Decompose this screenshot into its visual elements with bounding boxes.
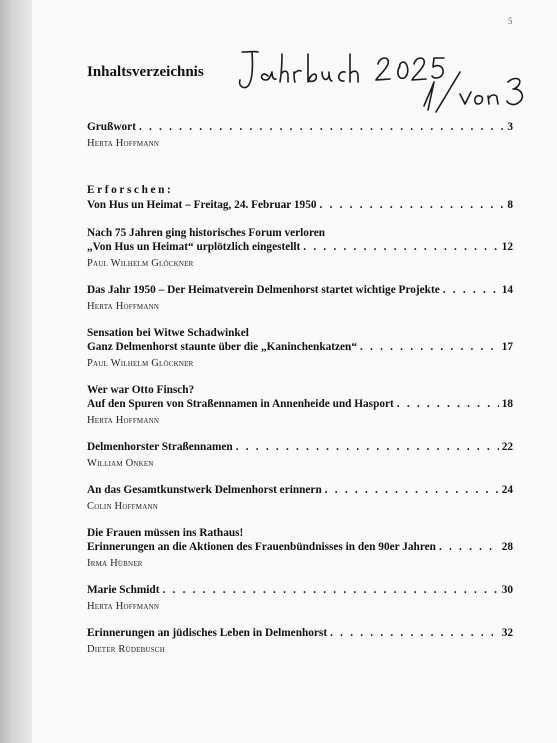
toc-entry-line1: Wer war Otto Finsch? [87, 384, 195, 396]
toc-entry-author: Irma Hübner [87, 558, 143, 569]
dot-leader [236, 440, 499, 454]
toc-entry-title: „Von Hus un Heimat“ urplötzlich eingestellt [87, 241, 301, 253]
toc-entry [87, 583, 513, 613]
toc-entry [87, 383, 513, 427]
toc-entry-page: 8 [507, 199, 513, 211]
toc-entry [87, 626, 513, 656]
toc-entry [87, 198, 513, 212]
dot-leader [443, 283, 499, 297]
toc-entry-title: An das Gesamtkunstwerk Delmenhorst erinnern [87, 484, 322, 496]
table-of-contents [87, 120, 513, 656]
toc-entry-page: 28 [501, 541, 513, 553]
toc-entry [87, 120, 513, 150]
toc-entry-title: Das Jahr 1950 – Der Heimatverein Delmenhorst startet wichtige Projekte [87, 284, 440, 296]
toc-entry-row [87, 240, 513, 254]
dot-leader [303, 240, 498, 254]
toc-entry-row [87, 340, 513, 354]
toc-entry-row [87, 583, 513, 597]
dot-leader [360, 340, 499, 354]
handwritten-note [228, 46, 528, 116]
toc-entry-page: 12 [501, 241, 513, 253]
dot-leader [162, 583, 498, 597]
toc-entry-page: 24 [501, 484, 513, 496]
dot-leader [325, 483, 499, 497]
toc-heading: Inhaltsverzeichnis [87, 64, 204, 80]
page-number: 5 [508, 16, 513, 26]
toc-entry-title: Delmenhorster Straßennamen [87, 441, 233, 453]
dot-leader [397, 397, 499, 411]
dot-leader [330, 626, 499, 640]
toc-entry-author: Colin Hoffmann [87, 501, 158, 512]
toc-entry-title: Grußwort [87, 121, 136, 133]
toc-entry-title: Erinnerungen an jüdisches Leben in Delmenhorst [87, 627, 328, 639]
toc-entry-title: Erinnerungen an die Aktionen des Frauenbündnisses in den 90er Jahren [87, 541, 436, 553]
toc-entry-row [87, 540, 513, 554]
dot-leader [439, 540, 499, 554]
toc-entry-author: Paul Wilhelm Glöckner [87, 358, 194, 369]
toc-entry-author: William Onken [87, 458, 154, 469]
toc-entry-row [87, 626, 513, 640]
toc-entry-line1: Sensation bei Witwe Schadwinkel [87, 327, 249, 339]
toc-entry [87, 283, 513, 313]
dot-leader [139, 120, 504, 134]
toc-entry-page: 32 [501, 627, 513, 639]
toc-entry-row [87, 198, 513, 212]
toc-entry-line1: Die Frauen müssen ins Rathaus! [87, 527, 244, 539]
toc-entry-title: Auf den Spuren von Straßennamen in Annenheide und Hasport [87, 398, 394, 410]
toc-entry-author: Dieter Rüdebusch [87, 644, 165, 655]
toc-entry [87, 226, 513, 270]
toc-entry-author: Paul Wilhelm Glöckner [87, 258, 194, 269]
toc-entry-author: Herta Hoffmann [87, 301, 160, 312]
toc-entry-author: Herta Hoffmann [87, 415, 160, 426]
toc-entry-page: 17 [501, 341, 513, 353]
dot-leader [320, 198, 505, 212]
toc-entry-row [87, 440, 513, 454]
toc-entry [87, 326, 513, 370]
toc-entry-row [87, 397, 513, 411]
toc-entry-row [87, 120, 513, 134]
toc-entry-page: 22 [501, 441, 513, 453]
toc-entry-title: Marie Schmidt [87, 584, 160, 596]
toc-entry-page: 30 [501, 584, 513, 596]
toc-entry [87, 483, 513, 513]
toc-entry-author: Herta Hoffmann [87, 138, 160, 149]
toc-entry-line1: Nach 75 Jahren ging historisches Forum verloren [87, 227, 326, 239]
toc-entry-page: 3 [507, 121, 513, 133]
scan-shadow-edge [0, 0, 32, 743]
section-label: Erforschen: [87, 184, 174, 196]
toc-entry-row [87, 283, 513, 297]
toc-entry-row [87, 483, 513, 497]
toc-entry-title: Ganz Delmenhorst staunte über die „Kaninchenkatzen“ [87, 341, 357, 353]
toc-entry [87, 526, 513, 570]
toc-entry-author: Herta Hoffmann [87, 601, 160, 612]
toc-entry [87, 440, 513, 470]
toc-entry-page: 18 [501, 398, 513, 410]
toc-entry-title: Von Hus un Heimat – Freitag, 24. Februar 1950 [87, 199, 317, 211]
toc-entry-page: 14 [501, 284, 513, 296]
